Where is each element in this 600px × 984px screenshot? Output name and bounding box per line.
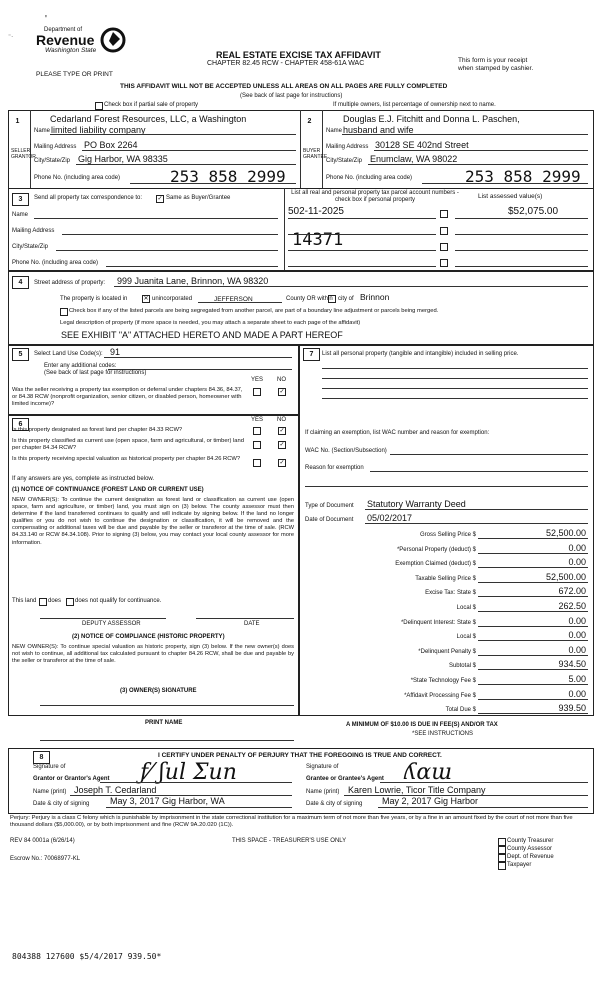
dept-big: Revenue xyxy=(36,32,95,48)
tax-row-label: Excise Tax: State $ xyxy=(425,590,476,596)
section-3-number: 3 xyxy=(12,193,29,206)
copy-label: County Assessor xyxy=(507,846,553,852)
section-5-number: 5 xyxy=(12,348,29,361)
buyer-city-label: City/State/Zip xyxy=(326,158,363,164)
tax-row-line xyxy=(478,713,588,714)
s6-q1-no[interactable]: ✓ xyxy=(279,428,285,434)
street-address: 999 Juanita Lane, Brinnon, WA 98320 xyxy=(117,276,269,286)
land-use-label: Select Land Use Code(s): xyxy=(34,351,103,357)
unincorporated-checkbox[interactable]: ✕ xyxy=(143,296,149,302)
tax-row-value: 934.50 xyxy=(558,659,586,669)
grantee-signature: ʎɑɯ xyxy=(404,760,453,785)
form-id: REV 84 0001a (6/26/14) xyxy=(10,838,75,844)
tax-row-value: 672.00 xyxy=(558,586,586,596)
escrow-no: Escrow No.: 70068977-KL xyxy=(10,856,81,862)
tax-row-label: *State Technology Fee $ xyxy=(410,678,476,684)
corr-city-label: City/State/Zip xyxy=(12,244,49,250)
tax-row-value: 939.50 xyxy=(558,703,586,713)
seller-city: Gig Harbor, WA 98335 xyxy=(78,154,168,164)
tax-row-line xyxy=(478,669,588,670)
parcel-head: List all real and personal property tax parcel account numbers - check box if personal property xyxy=(291,190,459,203)
receipt-note: This form is your receipt when stamped by cashier. xyxy=(458,57,534,72)
margin-mark: ⁻· xyxy=(8,34,14,40)
buyer-phone-label: Phone No. (including area code) xyxy=(326,175,413,181)
section-1-number: 1 xyxy=(15,118,20,125)
buyer-city: Enumclaw, WA 98022 xyxy=(370,154,458,164)
exhibit-text: SEE EXHIBIT "A" ATTACHED HERETO AND MADE A PART HEREOF xyxy=(61,330,343,340)
s5-yes-checkbox[interactable] xyxy=(253,388,261,396)
tax-row-value: 262.50 xyxy=(558,601,586,611)
tax-row-label: Exemption Claimed (deduct) $ xyxy=(395,561,476,567)
s6-yes: YES xyxy=(251,417,264,423)
see-instructions: *SEE INSTRUCTIONS xyxy=(412,731,474,737)
grantor-sig-of: Signature of xyxy=(33,764,66,770)
segregated-checkbox[interactable] xyxy=(60,308,68,316)
tax-row-line xyxy=(478,596,588,597)
tax-row-label: Local $ xyxy=(456,605,476,611)
multi-owner-note: If multiple owners, list percentage of ownership next to name. xyxy=(333,102,496,108)
tax-row-label: Total Due $ xyxy=(445,707,476,713)
tax-row-value: 52,500.00 xyxy=(545,572,586,582)
corr-phone-label: Phone No. (including area code) xyxy=(12,260,99,266)
parcel-3-checkbox[interactable] xyxy=(440,243,448,251)
doc-type: Statutory Warranty Deed xyxy=(367,499,466,509)
county-text: County OR within xyxy=(286,296,333,302)
tax-row-value: 52,500.00 xyxy=(545,528,586,538)
s5-no: NO xyxy=(277,377,286,383)
buyer-name2: husband and wife xyxy=(343,125,414,135)
grantee-agent-label: Grantee or Grantee's Agent xyxy=(306,776,384,782)
notice2-text: NEW OWNER(S): To continue special valuation as historic property, sign (3) below. If the new owner(s) does not wish to continue, all additional tax calculated pursuant to chapter 84.26 RCW, shall be due and payable by the seller or transferor at the time of sale. xyxy=(12,644,294,665)
deputy-date: DATE xyxy=(244,621,260,627)
s6-q3-yes[interactable] xyxy=(253,459,261,467)
seller-phone-label: Phone No. (including area code) xyxy=(34,175,121,181)
grantor-name-label: Name (print) xyxy=(33,789,67,795)
tax-row-value: 0.00 xyxy=(568,616,586,626)
send-correspondence: Send all property tax correspondence to: xyxy=(34,195,143,201)
city-of-label: city of xyxy=(338,296,354,302)
exemption-label: If claiming an exemption, list WAC number and reason for exemption: xyxy=(305,430,490,436)
grantor-agent-label: Grantor or Grantor's Agent xyxy=(33,776,110,782)
tax-row-line xyxy=(478,626,588,627)
section-6-number: 6 xyxy=(12,418,29,431)
copy-checkbox[interactable] xyxy=(498,846,506,854)
s6-q3-no[interactable]: ✓ xyxy=(279,460,285,466)
s5-no-checkbox[interactable]: ✓ xyxy=(279,389,285,395)
dept-small: Department of xyxy=(44,27,83,33)
tax-row-label: *Affidavit Processing Fee $ xyxy=(404,693,476,699)
dept-state: Washington State xyxy=(45,47,97,54)
print-note: PLEASE TYPE OR PRINT xyxy=(36,71,113,78)
copy-checkbox[interactable] xyxy=(498,862,506,870)
section-2-number: 2 xyxy=(307,118,312,125)
section-7-number: 7 xyxy=(303,348,320,361)
partial-sale-label: Check box if partial sale of property xyxy=(104,102,199,108)
s6-no: NO xyxy=(277,417,286,423)
doc-type-label: Type of Document xyxy=(305,503,354,509)
copy-label: Dept. of Revenue xyxy=(507,854,554,860)
tax-row-line xyxy=(478,538,588,539)
s5-question: Was the seller receiving a property tax exemption or deferral under chapters 84.36, 84.37, or 84.38 RCW (nonprofit organization, senior citizen, or disabled person, homeowner with limited income)? xyxy=(12,387,243,407)
parcel-2-checkbox[interactable] xyxy=(440,227,448,235)
tax-row-line xyxy=(478,582,588,583)
doc-date-label: Date of Document xyxy=(305,517,354,523)
segregated-label: Check box if any of the listed parcels are being segregated from another parcel, are part of a boundary line adjustment or parcels being merged. xyxy=(69,308,439,314)
grantee-date-label: Date & city of signing xyxy=(306,801,363,807)
seller-name1: Cedarland Forest Resources, LLC, a Washington xyxy=(50,114,247,124)
wac-label: WAC No. (Section/Subsection) xyxy=(305,448,387,454)
tax-row-line xyxy=(478,567,588,568)
same-as-buyer-label: Same as Buyer/Grantee xyxy=(166,195,231,201)
buyer-phone: 253 858 2999 xyxy=(465,167,581,186)
notice1-title: (1) NOTICE OF CONTINUANCE (FOREST LAND OR CURRENT USE) xyxy=(12,487,204,493)
tax-row-label: *Delinquent Penalty $ xyxy=(418,649,476,655)
buyer-name1: Douglas E.J. Fitchitt and Donna L. Paschen, xyxy=(343,114,520,124)
tax-row-label: Subtotal $ xyxy=(448,663,476,669)
certify-text: I CERTIFY UNDER PENALTY OF PERJURY THAT THE FOREGOING IS TRUE AND CORRECT. xyxy=(158,752,442,759)
copy-label: Taxpayer xyxy=(507,862,532,868)
grantee-name: Karen Lowrie, Ticor Title Company xyxy=(348,785,486,795)
notice2-title: (2) NOTICE OF COMPLIANCE (HISTORIC PROPERTY) xyxy=(72,634,225,640)
parcel-1: 502-11-2025 xyxy=(288,206,344,217)
tax-row-line xyxy=(478,611,588,612)
buyer-name-label: Name xyxy=(326,128,343,134)
minimum-note: A MINIMUM OF $10.00 IS DUE IN FEE(S) AND/OR TAX xyxy=(346,722,498,728)
grantor-date-label: Date & city of signing xyxy=(33,801,90,807)
street-label: Street address of property: xyxy=(34,280,106,286)
owner-sig-label: (3) OWNER(S) SIGNATURE xyxy=(120,688,197,694)
tax-row-label: Taxable Selling Price $ xyxy=(415,576,476,582)
tax-row-line xyxy=(478,655,588,656)
tax-row-line xyxy=(478,640,588,641)
recording-stamp: 804388 127600 $5/4/2017 939.50* xyxy=(12,952,162,961)
this-land: This land xyxy=(12,598,37,604)
section-4-number: 4 xyxy=(12,276,29,289)
seller-name-label: Name xyxy=(34,128,51,134)
perjury-note: Perjury: Perjury is a class C felony which is punishable by imprisonment in the state correctional institution for a maximum term of not more than five years, or by a fine in an amount fixed by the court of not more than five thousand dollars ($5,000.00), or by both imprisonment and fine (RCW 9A.20.020 (1C)). xyxy=(10,815,573,829)
land-use-see-back: (See back of last page for instructions) xyxy=(44,370,147,376)
tax-row-line xyxy=(478,553,588,554)
assessed-1: $52,075.00 xyxy=(508,206,559,217)
dor-logo xyxy=(36,26,131,66)
form-subtitle: CHAPTER 82.45 RCW - CHAPTER 458-61A WAC xyxy=(207,60,365,67)
grantee-date: May 2, 2017 Gig Harbor xyxy=(382,796,479,806)
county-name: JEFFERSON xyxy=(214,296,253,303)
land-use-code: 91 xyxy=(110,347,121,357)
print-name-label: PRINT NAME xyxy=(145,720,183,726)
wa-logo-icon xyxy=(100,27,126,53)
seller-phone: 253 858 2999 xyxy=(170,167,286,186)
s6-q1-yes[interactable] xyxy=(253,427,261,435)
tax-row-value: 0.00 xyxy=(568,557,586,567)
legal-label: Legal description of property (if more space is needed, you may attach a separate sheet to each page of the affidavit) xyxy=(60,320,361,326)
tax-row-value: 0.00 xyxy=(568,630,586,640)
warning: THIS AFFIDAVIT WILL NOT BE ACCEPTED UNLESS ALL AREAS ON ALL PAGES ARE FULLY COMPLETED xyxy=(120,83,448,90)
s6-q2-no[interactable]: ✓ xyxy=(279,442,285,448)
section-8-number: 8 xyxy=(33,751,50,764)
city-checkbox[interactable] xyxy=(328,295,336,303)
same-as-buyer-checkbox[interactable]: ✓ xyxy=(157,196,163,202)
doc-date: 05/02/2017 xyxy=(367,513,413,523)
tax-row-line xyxy=(478,699,588,700)
grantor-name: Joseph T. Cedarland xyxy=(74,785,157,795)
see-back: (See back of last page for instructions) xyxy=(240,93,343,99)
tax-row-label: Local $ xyxy=(456,634,476,640)
unincorporated-label: unincorporated xyxy=(152,296,193,302)
corr-mail-label: Mailing Address xyxy=(12,228,55,234)
parcel-4-checkbox[interactable] xyxy=(440,259,448,267)
grantor-signature: ƒ⁄ ʃul Ʃun xyxy=(140,760,237,785)
tax-row-label: *Personal Property (deduct) $ xyxy=(396,547,476,553)
tax-row-label: *Delinquent Interest: State $ xyxy=(400,620,476,626)
personal-property: List all personal property (tangible and intangible) included in selling price. xyxy=(322,351,519,357)
additional-codes: Enter any additional codes: xyxy=(44,363,117,369)
city-name: Brinnon xyxy=(360,292,390,302)
grantor-date: May 3, 2017 Gig Harbor, WA xyxy=(110,796,225,806)
grantee-name-label: Name (print) xyxy=(306,789,340,795)
copy-checkbox[interactable] xyxy=(498,854,506,862)
copy-label: County Treasurer xyxy=(507,838,554,844)
tax-row-value: 0.00 xyxy=(568,543,586,553)
partial-sale-checkbox[interactable] xyxy=(95,102,103,110)
s6-q2-yes[interactable] xyxy=(253,441,261,449)
tick-mark: ' xyxy=(45,14,47,25)
seller-side-label: SELLER GRANTOR xyxy=(11,148,36,160)
tax-row-line xyxy=(478,684,588,685)
does-label: does xyxy=(48,598,62,604)
tax-row-value: 0.00 xyxy=(568,689,586,699)
buyer-mail: 30128 SE 402nd Street xyxy=(375,140,469,150)
corr-name-label: Name xyxy=(12,212,29,218)
tax-row-label: Gross Selling Price $ xyxy=(419,532,476,538)
seller-mail: PO Box 2264 xyxy=(84,140,138,150)
assessed-head: List assessed value(s) xyxy=(478,193,543,200)
grantee-sig-of: Signature of xyxy=(306,764,339,770)
s6-q3: Is this property receiving special valuation as historical property per chapter 84.26 RCW? xyxy=(12,456,241,462)
s6-q1: Is this property designated as forest land per chapter 84.33 RCW? xyxy=(12,427,183,433)
parcel-2: 14371 xyxy=(292,230,344,250)
deputy-assessor: DEPUTY ASSESSOR xyxy=(82,621,141,627)
does-not-checkbox[interactable] xyxy=(66,598,74,606)
seller-mail-label: Mailing Address xyxy=(34,144,77,150)
s5-yes: YES xyxy=(251,377,264,383)
does-checkbox[interactable] xyxy=(39,598,47,606)
parcel-1-checkbox[interactable] xyxy=(440,210,448,218)
tax-row-value: 0.00 xyxy=(568,645,586,655)
buyer-mail-label: Mailing Address xyxy=(326,144,369,150)
treasurer-note: THIS SPACE - TREASURER'S USE ONLY xyxy=(232,838,347,844)
seller-city-label: City/State/Zip xyxy=(34,158,71,164)
tax-row-value: 5.00 xyxy=(568,674,586,684)
reason-label: Reason for exemption xyxy=(305,465,364,471)
buyer-side-label: BUYER GRANTEE xyxy=(303,148,328,160)
form-title: REAL ESTATE EXCISE TAX AFFIDAVIT xyxy=(216,50,381,60)
does-not-label: does not qualify for continuance. xyxy=(75,598,162,604)
s6-q2: Is this property classified as current use (open space, farm and agricultural, or timber) land per chapter 84.34 RCW? xyxy=(12,438,244,451)
seller-name2: limited liability company xyxy=(51,125,146,135)
notice1-text: NEW OWNER(S): To continue the current designation as forest land or classification as current use (open space, farm and agriculture, or timber) land, you must sign on (3) below. The county assessor must then determine if the land transferred continues to qualify and will indicate by signing below. If the land no longer qualifies or you do not wish to continue the designation or classification, it will be removed and the compensating or additional taxes will be due and payable by the seller or transferor at the time of sale. (RCW 84.33.140 or RCW 84.34.108). Prior to signing (3) below, you may contact your local county assessor for more information. xyxy=(12,497,294,546)
s6-if-yes: If any answers are yes, complete as instructed below. xyxy=(12,476,155,482)
located-label: The property is located in xyxy=(60,296,128,302)
copy-checkbox[interactable] xyxy=(498,838,506,846)
